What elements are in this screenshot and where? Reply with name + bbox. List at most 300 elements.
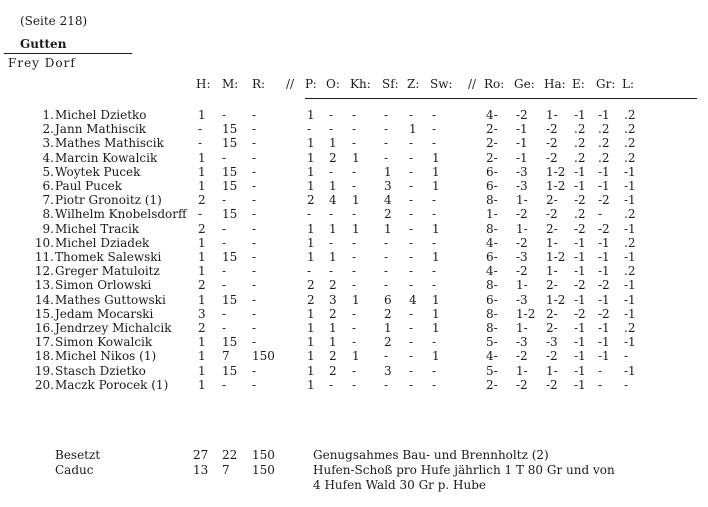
cell-ge: -2 — [516, 264, 528, 279]
cell-l: -1 — [624, 164, 636, 179]
cell-e: -1 — [574, 377, 586, 392]
table-row — [0, 207, 708, 221]
table-row — [0, 278, 708, 292]
table-row — [0, 335, 708, 349]
cell-kh: - — [352, 321, 357, 335]
cell-p: 1 — [307, 349, 315, 364]
cell-kh: - — [352, 264, 357, 279]
cell-kh: - — [352, 278, 357, 293]
cell-o: - — [329, 264, 334, 279]
cell-m: 15 — [222, 179, 238, 193]
cell-h: 1 — [198, 164, 206, 179]
cell-ro: 8- — [486, 321, 498, 335]
cell-r: - — [252, 150, 257, 165]
cell-p: - — [307, 264, 312, 279]
cell-kh: - — [352, 207, 357, 222]
cell-sw: 1 — [432, 349, 440, 364]
cell-e: -1 — [574, 349, 586, 364]
cell-sf: 1 — [384, 221, 392, 236]
row-number: 18. — [34, 349, 54, 364]
cell-e: -1 — [574, 321, 586, 335]
cell-ge: -2 — [516, 207, 528, 222]
cell-e: -1 — [574, 164, 586, 179]
cell-z: - — [409, 363, 414, 378]
cell-e: .2 — [574, 150, 586, 165]
row-number: 10. — [34, 235, 54, 250]
summary-label: Besetzt — [55, 448, 101, 462]
cell-gr: -1 — [598, 108, 610, 122]
cell-o: - — [329, 164, 334, 179]
column-header: P: — [305, 77, 317, 91]
cell-ha: 1-2 — [546, 164, 566, 179]
table-row — [0, 122, 708, 136]
cell-o: 2 — [329, 278, 337, 293]
cell-ha: -2 — [546, 377, 558, 392]
cell-sw: 1 — [432, 221, 440, 236]
cell-m: - — [222, 278, 227, 293]
table-row — [0, 236, 708, 250]
cell-ha: 2- — [546, 278, 558, 293]
cell-z: - — [409, 306, 414, 321]
cell-z: - — [409, 278, 414, 293]
header-rule — [305, 98, 697, 99]
cell-ha: 1- — [546, 363, 558, 378]
table-row — [0, 264, 708, 278]
cell-l: .2 — [624, 321, 636, 335]
cell-ha: -2 — [546, 349, 558, 364]
cell-sf: 6 — [384, 292, 392, 307]
holder-name: Michel Dzietko — [55, 108, 147, 122]
cell-h: 1 — [198, 179, 206, 193]
table-row — [0, 250, 708, 264]
cell-sw: - — [432, 235, 437, 250]
cell-sf: - — [384, 108, 389, 122]
place-heading: Gutten — [20, 37, 67, 51]
holder-name: Greger Matuloitz — [55, 264, 160, 279]
cell-ro: 8- — [486, 221, 498, 236]
holder-name: Marcin Kowalcik — [55, 150, 158, 165]
cell-l: -1 — [624, 179, 636, 193]
cell-sw: 1 — [432, 179, 440, 193]
holder-name: Woytek Pucek — [55, 164, 141, 179]
village-heading: Frey Dorf — [8, 56, 76, 70]
table-row — [0, 108, 708, 122]
summary-row — [0, 463, 708, 477]
cell-ge: 1- — [516, 363, 528, 378]
row-number: 7. — [42, 193, 54, 208]
cell-gr: -2 — [598, 306, 610, 321]
cell-l: .2 — [624, 122, 636, 137]
summary-r: 150 — [252, 463, 275, 477]
cell-h: 1 — [198, 250, 206, 264]
cell-gr: -1 — [598, 250, 610, 264]
cell-o: - — [329, 122, 334, 137]
cell-kh: 1 — [352, 292, 360, 307]
table-row — [0, 193, 708, 207]
cell-o: 1 — [329, 179, 337, 193]
cell-gr: -2 — [598, 193, 610, 208]
cell-sw: - — [432, 136, 437, 151]
cell-h: 1 — [198, 292, 206, 307]
cell-sf: - — [384, 278, 389, 293]
table-row — [0, 293, 708, 307]
summary-h: 27 — [193, 448, 209, 462]
row-number: 6. — [42, 179, 54, 193]
cell-l: -1 — [624, 292, 636, 307]
cell-sf: - — [384, 136, 389, 151]
table-row — [0, 321, 708, 335]
cell-sf: - — [384, 250, 389, 264]
cell-p: 1 — [307, 179, 315, 193]
cell-kh: - — [352, 179, 357, 193]
cell-sw: 1 — [432, 164, 440, 179]
cell-m: - — [222, 235, 227, 250]
table-row — [0, 364, 708, 378]
cell-kh: 1 — [352, 221, 360, 236]
cell-p: 1 — [307, 164, 315, 179]
column-header: Ro: — [484, 77, 505, 91]
cell-h: 1 — [198, 108, 206, 122]
cell-h: 1 — [198, 150, 206, 165]
cell-ge: 1- — [516, 278, 528, 293]
table-row — [0, 378, 708, 392]
cell-l: .2 — [624, 136, 636, 151]
cell-z: - — [409, 136, 414, 151]
cell-p: 1 — [307, 377, 315, 392]
cell-ha: 1-2 — [546, 179, 566, 193]
holder-name: Michel Dziadek — [55, 235, 150, 250]
cell-ro: 2- — [486, 150, 498, 165]
cell-sf: - — [384, 122, 389, 137]
cell-e: -2 — [574, 306, 586, 321]
cell-e: -1 — [574, 335, 586, 350]
cell-gr: -2 — [598, 221, 610, 236]
cell-ro: 5- — [486, 363, 498, 378]
summary-m: 22 — [222, 448, 238, 462]
cell-o: 2 — [329, 306, 337, 321]
cell-r: - — [252, 377, 257, 392]
cell-kh: 1 — [352, 193, 360, 208]
cell-ha: 2- — [546, 221, 558, 236]
cell-ge: -3 — [516, 164, 528, 179]
cell-z: - — [409, 108, 414, 122]
cell-p: 1 — [307, 108, 315, 122]
cell-r: - — [252, 221, 257, 236]
column-header: Gr: — [596, 77, 616, 91]
cell-e: -1 — [574, 363, 586, 378]
cell-kh: - — [352, 136, 357, 151]
cell-h: - — [198, 122, 203, 137]
cell-ha: 1- — [546, 108, 558, 122]
cell-sw: 1 — [432, 250, 440, 264]
cell-ha: 2- — [546, 321, 558, 335]
cell-ge: 1- — [516, 221, 528, 236]
cell-ha: 1-2 — [546, 250, 566, 264]
cell-ge: -1 — [516, 150, 528, 165]
cell-m: - — [222, 264, 227, 279]
cell-sf: 1 — [384, 164, 392, 179]
cell-o: 1 — [329, 221, 337, 236]
cell-sw: 1 — [432, 306, 440, 321]
row-number: 9. — [42, 221, 54, 236]
cell-l: -1 — [624, 250, 636, 264]
cell-sw: - — [432, 264, 437, 279]
cell-sw: - — [432, 108, 437, 122]
column-header: R: — [252, 77, 266, 91]
cell-ro: 2- — [486, 136, 498, 151]
holder-name: Jedam Mocarski — [55, 306, 154, 321]
cell-o: - — [329, 377, 334, 392]
summary-h: 13 — [193, 463, 209, 477]
cell-l: -1 — [624, 278, 636, 293]
cell-ro: 2- — [486, 122, 498, 137]
cell-e: -1 — [574, 292, 586, 307]
cell-ro: 8- — [486, 278, 498, 293]
cell-ro: 6- — [486, 250, 498, 264]
cell-gr: .2 — [598, 122, 610, 137]
cell-r: 150 — [252, 349, 275, 364]
cell-e: -1 — [574, 179, 586, 193]
cell-ro: 5- — [486, 335, 498, 350]
table-row — [0, 349, 708, 363]
cell-m: - — [222, 150, 227, 165]
cell-r: - — [252, 306, 257, 321]
cell-ro: 6- — [486, 164, 498, 179]
cell-z: - — [409, 250, 414, 264]
cell-p: - — [307, 207, 312, 222]
row-number: 11. — [34, 250, 54, 264]
cell-sf: 3 — [384, 179, 392, 193]
cell-sf: - — [384, 377, 389, 392]
holder-name: Wilhelm Knobelsdorff — [55, 207, 187, 222]
cell-ha: -2 — [546, 150, 558, 165]
cell-o: 2 — [329, 349, 337, 364]
cell-r: - — [252, 292, 257, 307]
row-number: 4. — [42, 150, 54, 165]
holder-name: Michel Tracik — [55, 221, 140, 236]
cell-ge: 1-2 — [516, 306, 536, 321]
cell-sw: - — [432, 278, 437, 293]
cell-e: -1 — [574, 264, 586, 279]
row-number: 3. — [42, 136, 54, 151]
cell-z: - — [409, 221, 414, 236]
cell-o: 4 — [329, 193, 337, 208]
cell-m: 15 — [222, 136, 238, 151]
column-header: Z: — [407, 77, 420, 91]
cell-z: - — [409, 235, 414, 250]
cell-h: 1 — [198, 363, 206, 378]
cell-z: - — [409, 335, 414, 350]
cell-ge: -2 — [516, 349, 528, 364]
row-number: 14. — [34, 292, 54, 307]
cell-ha: -3 — [546, 335, 558, 350]
cell-ge: -2 — [516, 235, 528, 250]
cell-m: - — [222, 377, 227, 392]
row-number: 1. — [42, 108, 54, 122]
cell-gr: -2 — [598, 278, 610, 293]
column-header: Sw: — [430, 77, 453, 91]
cell-ha: -2 — [546, 122, 558, 137]
cell-ge: 1- — [516, 321, 528, 335]
cell-m: 15 — [222, 122, 238, 137]
cell-kh: - — [352, 363, 357, 378]
table-row — [0, 179, 708, 193]
cell-r: - — [252, 264, 257, 279]
summary-r: 150 — [252, 448, 275, 462]
cell-e: .2 — [574, 207, 586, 222]
holder-name: Mathes Mathiscik — [55, 136, 164, 151]
cell-e: -2 — [574, 221, 586, 236]
cell-z: - — [409, 321, 414, 335]
row-number: 12. — [34, 264, 54, 279]
cell-z: - — [409, 193, 414, 208]
cell-m: - — [222, 321, 227, 335]
cell-gr: -1 — [598, 321, 610, 335]
cell-m: - — [222, 108, 227, 122]
cell-ha: 1- — [546, 264, 558, 279]
cell-ha: 2- — [546, 306, 558, 321]
column-header: M: — [222, 77, 239, 91]
cell-sw: - — [432, 207, 437, 222]
cell-p: - — [307, 122, 312, 137]
cell-sw: - — [432, 377, 437, 392]
cell-h: 1 — [198, 235, 206, 250]
cell-m: - — [222, 221, 227, 236]
cell-r: - — [252, 193, 257, 208]
cell-kh: - — [352, 122, 357, 137]
cell-e: -1 — [574, 235, 586, 250]
cell-z: - — [409, 264, 414, 279]
cell-ro: 8- — [486, 306, 498, 321]
column-header: // — [286, 77, 295, 91]
cell-ge: -3 — [516, 292, 528, 307]
cell-ha: 2- — [546, 193, 558, 208]
cell-p: 1 — [307, 221, 315, 236]
cell-o: - — [329, 207, 334, 222]
cell-o: 1 — [329, 250, 337, 264]
column-header: E: — [572, 77, 585, 91]
cell-h: 1 — [198, 349, 206, 364]
cell-p: 1 — [307, 321, 315, 335]
cell-r: - — [252, 136, 257, 151]
cell-ge: -3 — [516, 250, 528, 264]
cell-l: .2 — [624, 150, 636, 165]
cell-p: 1 — [307, 363, 315, 378]
cell-sf: - — [384, 235, 389, 250]
cell-ro: 2- — [486, 377, 498, 392]
cell-gr: .2 — [598, 136, 610, 151]
cell-m: 15 — [222, 335, 238, 350]
cell-l: .2 — [624, 264, 636, 279]
cell-sf: - — [384, 264, 389, 279]
row-number: 2. — [42, 122, 54, 137]
cell-r: - — [252, 122, 257, 137]
cell-sf: 2 — [384, 207, 392, 222]
cell-h: 2 — [198, 221, 206, 236]
holder-name: Mathes Guttowski — [55, 292, 166, 307]
cell-kh: - — [352, 235, 357, 250]
cell-o: 1 — [329, 321, 337, 335]
cell-gr: -1 — [598, 179, 610, 193]
cell-p: 2 — [307, 278, 315, 293]
cell-p: 1 — [307, 235, 315, 250]
cell-kh: 1 — [352, 349, 360, 364]
cell-ro: 6- — [486, 179, 498, 193]
cell-z: - — [409, 164, 414, 179]
cell-l: - — [624, 349, 629, 364]
table-row — [0, 307, 708, 321]
cell-r: - — [252, 108, 257, 122]
cell-sw: 1 — [432, 292, 440, 307]
cell-h: 1 — [198, 377, 206, 392]
cell-ge: -1 — [516, 122, 528, 137]
cell-ge: -1 — [516, 136, 528, 151]
cell-gr: -1 — [598, 349, 610, 364]
cell-m: 15 — [222, 363, 238, 378]
cell-r: - — [252, 278, 257, 293]
cell-e: .2 — [574, 136, 586, 151]
cell-o: - — [329, 235, 334, 250]
cell-m: - — [222, 306, 227, 321]
cell-ge: 1- — [516, 193, 528, 208]
cell-sf: - — [384, 349, 389, 364]
cell-p: 1 — [307, 335, 315, 350]
cell-h: - — [198, 136, 203, 151]
holder-name: Jann Mathiscik — [55, 122, 147, 137]
row-number: 19. — [34, 363, 54, 378]
cell-sf: - — [384, 150, 389, 165]
cell-p: 1 — [307, 150, 315, 165]
summary-label: Caduc — [55, 463, 94, 477]
row-number: 20. — [34, 377, 54, 392]
cell-l: -1 — [624, 193, 636, 208]
page-reference: (Seite 218) — [20, 14, 88, 28]
row-number: 5. — [42, 164, 54, 179]
holder-name: Thomek Salewski — [55, 250, 162, 264]
cell-kh: - — [352, 377, 357, 392]
cell-ha: 1- — [546, 235, 558, 250]
column-header: Ge: — [514, 77, 535, 91]
column-header: // — [468, 77, 477, 91]
summary-row — [0, 448, 708, 462]
cell-ro: 1- — [486, 207, 498, 222]
cell-r: - — [252, 250, 257, 264]
cell-e: -1 — [574, 108, 586, 122]
cell-m: 15 — [222, 207, 238, 222]
cell-e: -2 — [574, 278, 586, 293]
cell-sf: 2 — [384, 306, 392, 321]
cell-o: 2 — [329, 150, 337, 165]
cell-r: - — [252, 179, 257, 193]
cell-r: - — [252, 335, 257, 350]
cell-ha: 1-2 — [546, 292, 566, 307]
cell-l: -1 — [624, 363, 636, 378]
column-header: L: — [622, 77, 635, 91]
holder-name: Simon Orlowski — [55, 278, 152, 293]
cell-sw: - — [432, 363, 437, 378]
holder-name: Michel Nikos (1) — [55, 349, 157, 364]
cell-h: 2 — [198, 278, 206, 293]
cell-sw: - — [432, 193, 437, 208]
cell-z: - — [409, 150, 414, 165]
cell-z: 1 — [409, 122, 417, 137]
cell-ro: 4- — [486, 235, 498, 250]
holder-name: Simon Kowalcik — [55, 335, 153, 350]
cell-e: -1 — [574, 250, 586, 264]
cell-sf: 2 — [384, 335, 392, 350]
cell-r: - — [252, 164, 257, 179]
cell-p: 1 — [307, 306, 315, 321]
